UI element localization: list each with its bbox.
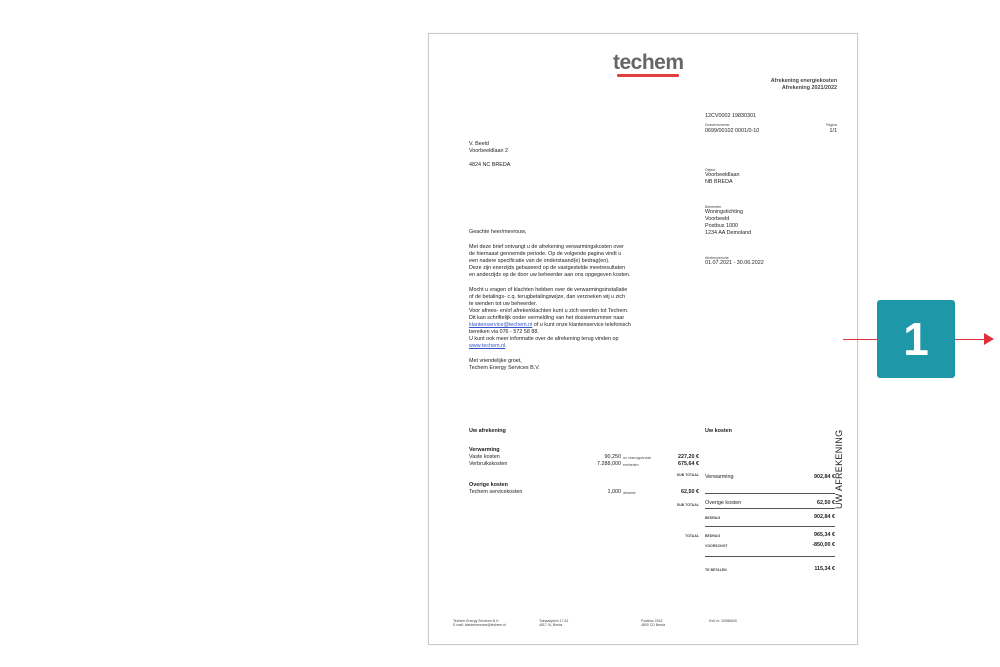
bedrag2-value: 965,34 € [814, 532, 835, 538]
pointer-line-right [955, 339, 985, 340]
row-amount-fixed: 227,20 € [678, 454, 699, 460]
bedrag-label: BEDRAG [705, 516, 721, 520]
period-block [705, 256, 764, 267]
subtotal-label-heating: SUB TOTAAL [676, 473, 699, 477]
row-unit-fixed: m² vloeroppervlak [623, 456, 651, 460]
vertical-section-label: UW AFREKENING [834, 429, 844, 509]
row-qty-fixed: 90,250 [604, 454, 621, 460]
techem-logo: techem [613, 51, 684, 74]
pointer-line-left [843, 339, 877, 340]
footer-col-3: Postbus 2162 4800 CD Breda [641, 619, 666, 628]
subtotal-label-other: SUB TOTAAL [676, 503, 699, 507]
dossier-label: Dossiernummer [705, 123, 730, 127]
document-title: Afrekening energiekosten [770, 78, 837, 84]
recipient-name: V. Beeld [469, 141, 489, 147]
sender-company: Techem Energy Services B.V. [469, 365, 540, 371]
salutation: Geachte heer/mevrouw, [469, 229, 527, 235]
dossier-number: 0699/00102 0001/0-10 [705, 128, 760, 134]
row-amount-service: 62,50 € [681, 489, 699, 495]
arrow-head-icon [984, 333, 994, 345]
row-unit-usage: eenheden [623, 463, 639, 467]
recipient-city: 4824 NC BREDA [469, 162, 511, 168]
voorschot-label: VOORSCHOT [705, 544, 728, 548]
bedrag-value: 902,84 € [814, 514, 835, 520]
row-label-service: Techem servicekosten [469, 489, 523, 495]
email-link[interactable]: klantenservice@techem.nl [469, 322, 533, 328]
row-label-usage: Verbruikskosten [469, 461, 508, 467]
object-line2: NB BREDA [705, 179, 733, 186]
kosten-other-value: 62,50 € [817, 500, 835, 506]
manager-line3: Postbus 1000 [705, 223, 738, 230]
row-amount-usage: 675,64 € [678, 461, 699, 467]
object-block [705, 168, 739, 186]
recipient-address [469, 141, 510, 169]
row-unit-service: afnamer [623, 491, 636, 495]
paragraph-2: Mocht u vragen of klachten hebben over de verwarmingsinstallatie of de betalings- c.q. terugbetalingswijze, dan verzoeken wij u zich te wenden tot uw beheerder. Voor afrees- en/of afrekenklachten kunt u zich wenden tot Techem. Dit kan schriftelijk onder vermelding van het dossiernummer naar klantenservice@techem.nl of u kunt onze klantenservice telefonisch bereiken via 076 - 572 58 88. U kunt ook meer informatie over de afrekening terug vinden op www.techem.nl. [469, 287, 631, 349]
row-label-fixed: Vaste kosten [469, 454, 500, 460]
manager-line2: Voorbeeld [705, 216, 730, 223]
page-label: Pagina [826, 123, 837, 127]
reference-codes: 12CV0002 19830301 [705, 113, 756, 119]
period-value: 01.07.2021 - 30.06.2022 [705, 260, 764, 267]
recipient-street: Voorbeeldlaan 2 [469, 148, 508, 154]
footer-col-4: KvK nr. 20086640 [709, 619, 737, 623]
closing: Met vriendelijke groet, [469, 358, 522, 364]
row-qty-usage: 7.288,000 [597, 461, 621, 467]
divider-1 [705, 493, 835, 494]
step-badge: 1 [877, 300, 955, 378]
bedrag2-label: BEDRAG [705, 534, 721, 538]
kosten-other-label: Overige kosten [705, 500, 742, 506]
voorschot-value: -850,00 € [812, 542, 835, 548]
logo-underline [617, 74, 679, 77]
divider-3 [705, 526, 835, 527]
website-link[interactable]: www.techem.nl [469, 343, 506, 349]
invoice-document [428, 33, 858, 645]
footer-col-1: Techem Energy Services B.V. E-mail: klantenservice@techem.nl [453, 619, 506, 628]
footer-col-2: Tolnaabplein 17 A1 4817 XL Breda [539, 619, 569, 628]
object-label: Object [705, 168, 716, 172]
afrekening-title: Uw afrekening [469, 428, 506, 434]
manager-line1: Woningstichting [705, 209, 743, 216]
letter-body [469, 229, 709, 372]
manager-block [705, 205, 751, 237]
manager-label: Beheerder [705, 205, 722, 209]
other-section-title: Overige kosten [469, 482, 508, 488]
divider-2 [705, 508, 835, 509]
totaal-label: TOTAAL [685, 534, 699, 538]
manager-line4: 1234 AA Demoland [705, 230, 752, 237]
kosten-title: Uw kosten [705, 428, 732, 434]
divider-4 [705, 556, 835, 557]
paragraph-1: Met deze brief ontvangt u de afrekening verwarmingskosten over de hiernaast genoemde periode. Op de volgende pagina vindt u een nadere specificatie van de onderstaand(e) bedrag(en). Deze zijn enerzijds gebaseerd op de vastgestelde meetresultaten en anderzijds op de door uw beheerder aan ons opgegeven kosten. [469, 244, 631, 278]
page-number: 1/1 [829, 128, 837, 134]
object-line1: Voorbeeldlaan [705, 172, 740, 179]
te-betalen-value: 115,34 € [814, 566, 835, 572]
period-label: Afrekenperiode [705, 256, 729, 260]
heating-section-title: Verwarming [469, 447, 500, 453]
kosten-heating-label: Verwarming [705, 474, 734, 480]
kosten-heating-value: 902,84 € [814, 474, 835, 480]
document-subtitle: Afrekening 2021/2022 [781, 85, 837, 91]
row-qty-service: 1,000 [607, 489, 621, 495]
te-betalen-label: TE BETALEN [705, 568, 727, 572]
document-title-block [771, 78, 837, 92]
